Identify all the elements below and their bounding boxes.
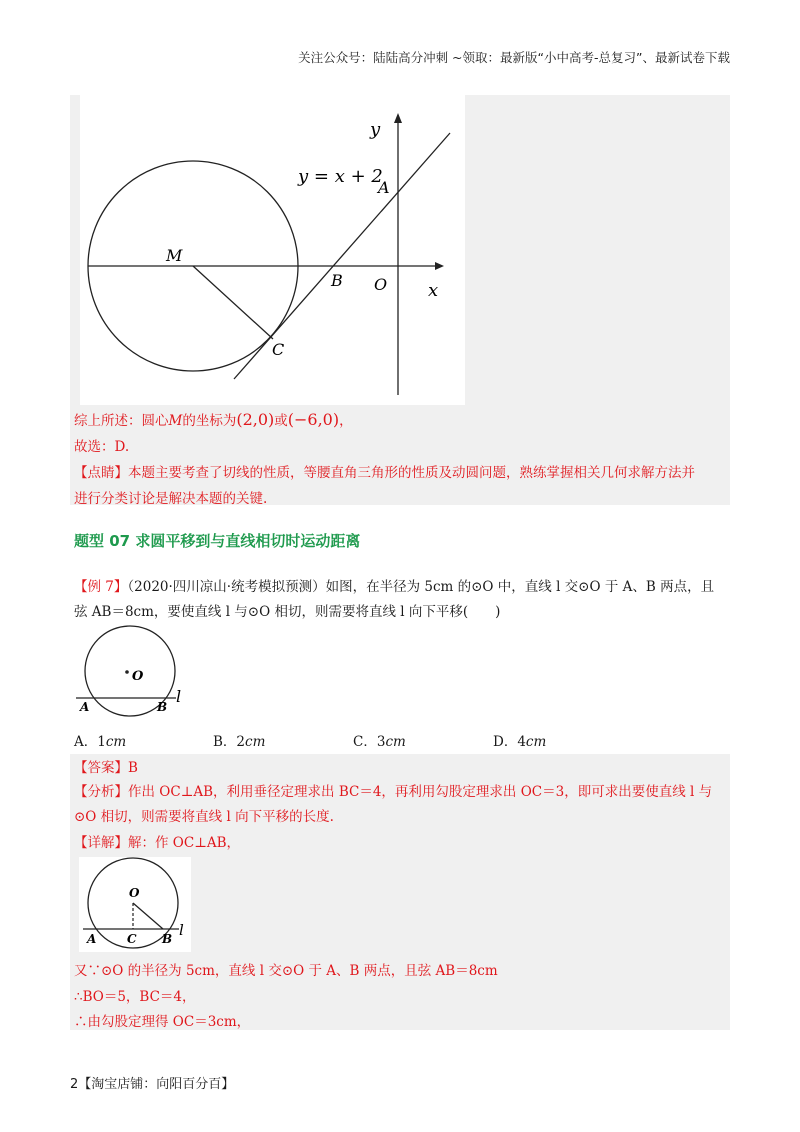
analysis-line-2: ⊙O 相切，则需要将直线 l 向下平移的长度. [74, 809, 334, 825]
step-line-3: ∴由勾股定理得 OC＝3cm， [74, 1014, 251, 1030]
section-title: 题型 07 求圆平移到与直线相切时运动距离 [74, 532, 361, 550]
answer-line: 【答案】B [74, 760, 138, 776]
label-A: A [80, 700, 90, 714]
step-line-2: ∴BO＝5，BC＝4， [74, 989, 196, 1005]
center-point-icon [125, 670, 129, 674]
page-number: 2 [70, 1077, 79, 1092]
label-l: l [179, 921, 184, 939]
label-eq: y = x + 2 [298, 166, 383, 187]
label-B: B [331, 271, 343, 290]
footer [70, 1073, 234, 1092]
label-C: C [272, 340, 285, 359]
comment-line-1: 【点睛】本题主要考查了切线的性质，等腰直角三角形的性质及动圆问题，熟练掌握相关几何求解方法并 [74, 465, 695, 481]
example-line-1: 【例 7】（2020·四川凉山·统考模拟预测）如图，在半径为 5cm 的⊙O 中，直线 l 交⊙O 于 A、B 两点，且 [74, 579, 715, 595]
comment-line-2: 进行分类讨论是解决本题的关键. [74, 491, 268, 507]
option-c[interactable]: C．3cm [353, 734, 406, 750]
example-line-2: 弦 AB＝8cm，要使直线 l 与⊙O 相切，则需要将直线 l 向下平移( ) [74, 604, 501, 620]
choice-line: 故选：D. [74, 439, 130, 455]
summary-line: 综上所述：圆心M的坐标为(2,0)或(−6,0)， [74, 410, 353, 429]
label-B: B [162, 932, 173, 946]
detail-line: 【详解】解：作 OC⊥AB， [74, 835, 241, 851]
figure-circle-perpendicular [79, 857, 191, 952]
header-note: 关注公众号：陆陆高分冲刺 ~领取：最新版“小中高考-总复习”、最新试卷下载 [298, 50, 730, 65]
option-a[interactable]: A．1cm [74, 734, 127, 750]
step-line-1: 又∵⊙O 的半径为 5cm，直线 l 交⊙O 于 A、B 两点，且弦 AB＝8cm [74, 963, 498, 979]
analysis-line-1: 【分析】作出 OC⊥AB，利用垂径定理求出 BC＝4，再利用勾股定理求出 OC＝3，即可求出要使直线 l 与 [74, 784, 713, 800]
label-M: M [166, 246, 183, 265]
label-A: A [378, 178, 390, 197]
option-d[interactable]: D．4cm [493, 734, 547, 750]
figure-circle-chord [72, 625, 192, 720]
label-l: l [176, 687, 182, 706]
label-A: A [87, 932, 97, 946]
figure-circle-tangent-line [80, 95, 465, 405]
label-y: y [370, 119, 381, 140]
label-O: O [132, 669, 144, 684]
label-B: B [157, 700, 168, 714]
label-C: C [127, 932, 137, 946]
label-O: O [129, 886, 140, 900]
shop-name: 【淘宝店铺：向阳百分百】 [78, 1077, 235, 1092]
option-b[interactable]: B．2cm [213, 734, 266, 750]
label-x: x [428, 280, 439, 301]
label-O: O [374, 275, 388, 294]
